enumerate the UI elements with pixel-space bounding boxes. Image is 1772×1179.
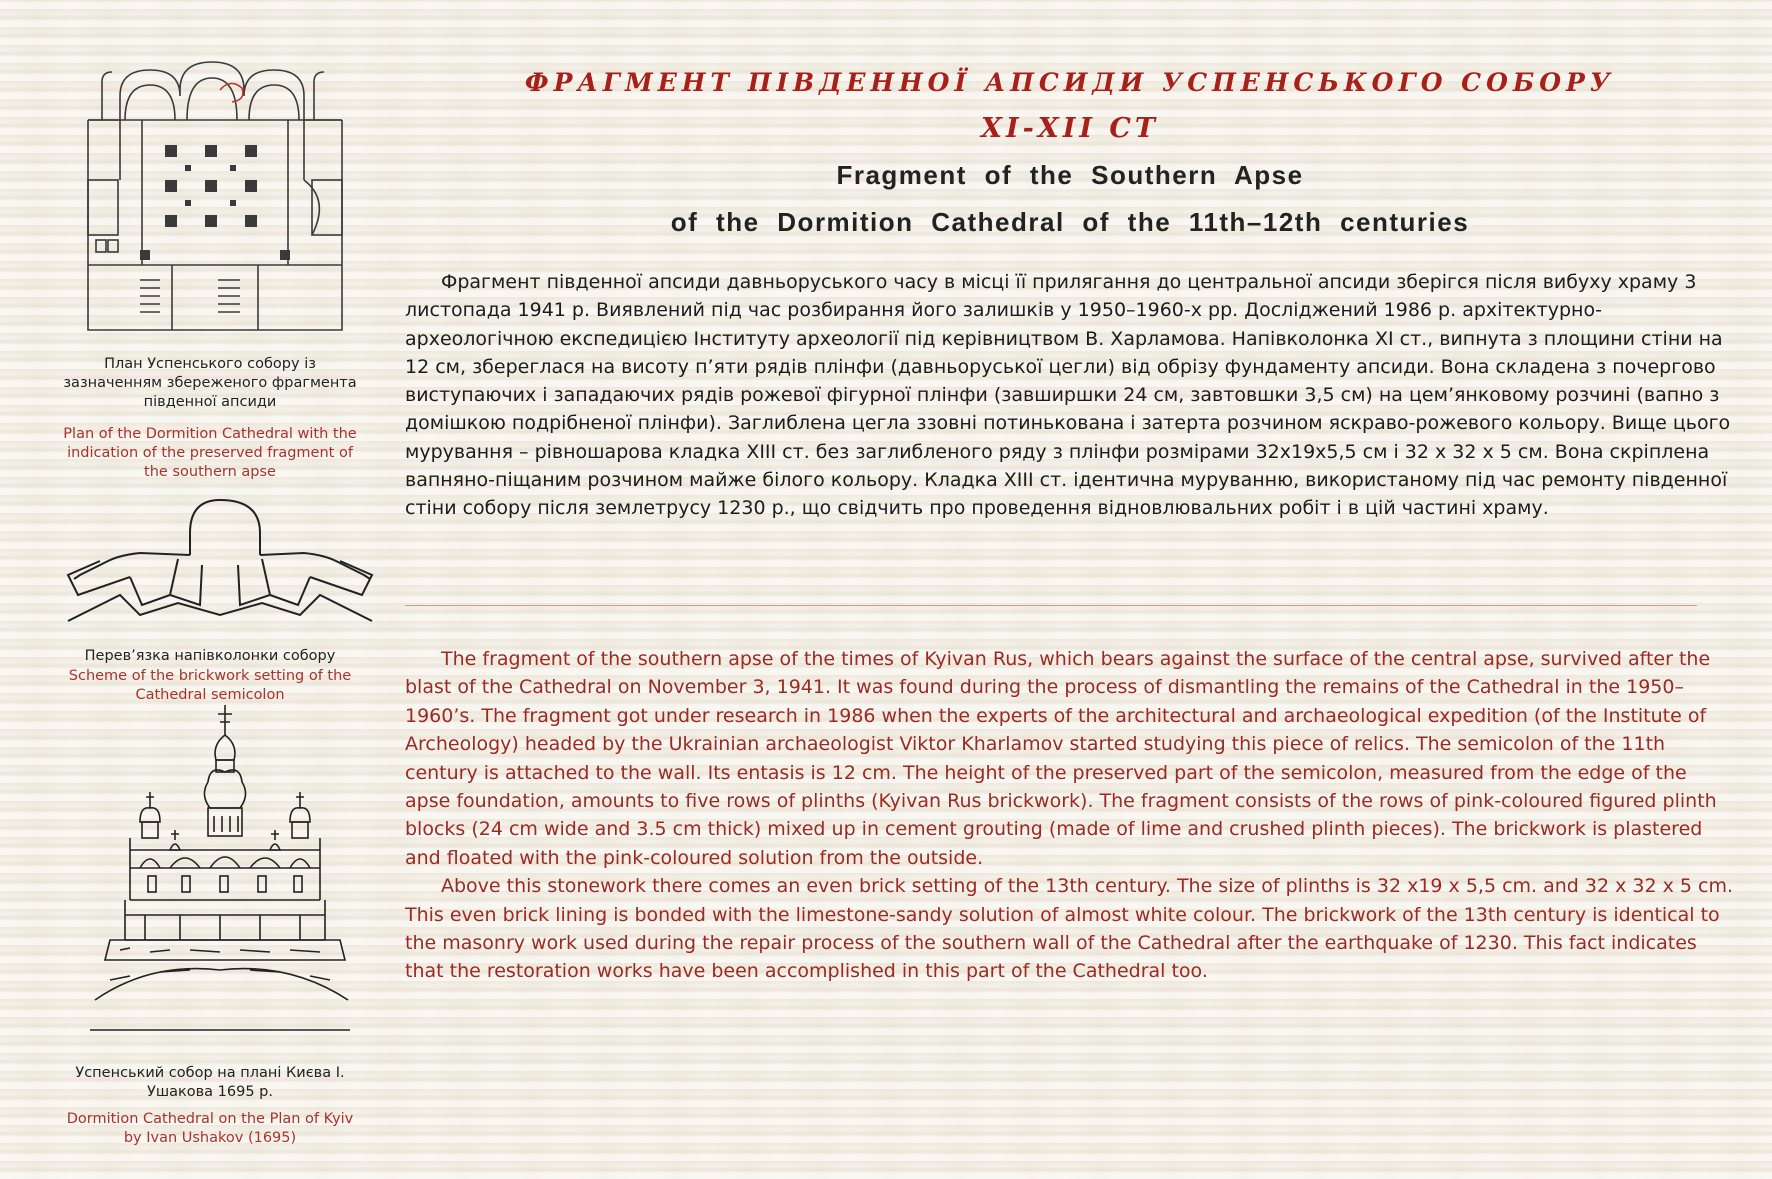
church-caption-ukrainian: Успенський собор на плані Києва І. Ушакова 1695 р. <box>75 1065 345 1100</box>
english-paragraph-1: The fragment of the southern apse of the times of Kyivan Rus, which bears against the surface of the central apse, survived after the blast of the Cathedral on November 3, 1941. It was found during the process of dismantling the remains of the Cathedral in the 1950–1960’s. The fragment got under research in 1986 when the experts of the architectural and archaeological expedition (of the Institute of Archeology) headed by the Ukrainian archaeologist Viktor Kharlamov started studying this piece of relics. The semicolon of the 11th century is attached to the wall. Its entasis is 12 cm. The height of the preserved part of the semicolon, measured from the edge of the apse foundation, amounts to five rows of plinths (Kyivan Rus brickwork). The fragment consists of the rows of pink-coloured figured plinth blocks (24 cm wide and 3.5 cm thick) mixed up in cement grouting (made of lime and crushed plinth pieces). The brickwork is plastered and floated with the pink-coloured solution from the outside. <box>405 648 1717 869</box>
title-english-line-2: of the Dormition Cathedral of the 11th–12th centuries <box>670 207 1470 237</box>
english-description <box>405 645 1736 986</box>
title-ukrainian-line-2: ХІ-ХІІ СТ <box>981 113 1159 144</box>
plan-caption-english: Plan of the Dormition Cathedral with the indication of the preserved fragment of the southern apse <box>63 426 357 480</box>
church-caption-english: Dormition Cathedral on the Plan of Kyiv by Ivan Ushakov (1695) <box>66 1111 354 1146</box>
scheme-caption-english: Scheme of the brickwork setting of the Cathedral semicolon <box>68 668 352 703</box>
section-divider <box>405 605 1697 606</box>
scheme-caption-ukrainian: Перев’язка напівколонки собору <box>84 648 336 664</box>
plan-caption-ukrainian: План Успенського собору із зазначенням збереженого фрагмента південної апсиди <box>63 356 357 410</box>
cathedral-church-drawing <box>90 700 350 1045</box>
english-paragraph-2: Above this stonework there comes an even brick setting of the 13th century. The size of plinths is 32 x19 x 5,5 cm. and 32 x 32 x 5 cm. This even brick lining is bonded with the limestone-sandy solution of almost white colour. The brickwork of the 13th century is identical to the masonry work used during the repair process of the southern wall of the Cathedral after the earthquake of 1230. This fact indicates that the restoration works have been accomplished in this part of the Cathedral too. <box>405 875 1734 983</box>
brickwork-scheme-drawing <box>60 495 380 635</box>
cathedral-plan-drawing <box>80 60 350 335</box>
title-ukrainian-line-1: ФРАГМЕНТ ПІВДЕННОЇ АПСИДИ УСПЕНСЬКОГО СОБОРУ <box>524 68 1616 97</box>
title-english-line-1: Fragment of the Southern Apse <box>836 160 1304 190</box>
ukrainian-description: Фрагмент південної апсиди давньоруського часу в місці її прилягання до центральної апсиди зберігся після вибуху храму 3 листопада 1941 р. Виявлений під час розбирання його залишків у 1950–1960-х рр. Досліджений 1986 р. архітектурно-археологічною експедицією Інституту археології під керівництвом В. Харламова. Напівколонка XI ст., випнута з площини стіни на 12 см, збереглася на висоту п’яти рядів плінфи (давньоруської цегли) від обрізу фундаменту апсиди. Вона складена з почергово виступаючих і западаючих рядів рожевої фігурної плінфи (завширшки 24 см, завтовшки 3,5 см) на цем’янковому розчині (вапно з домішкою подрібненої плінфи). Заглиблена цегла ззовні потинькована і затерта розчином яскраво-рожевого кольору. Вище цього мурування – рівношарова кладка XIII ст. без заглибленого ряду з плінфи розмірами 32х19х5,5 см і 32 х 32 х 5 см. Вона скріплена вапняно-піщаним розчином майже білого кольору. Кладка XIII ст. ідентична муруванню, використаному під час ремонту південної стіни собору після землетрусу 1230 р., що свідчить про проведення відновлювальних робіт і в цій частині храму. <box>405 271 1731 520</box>
